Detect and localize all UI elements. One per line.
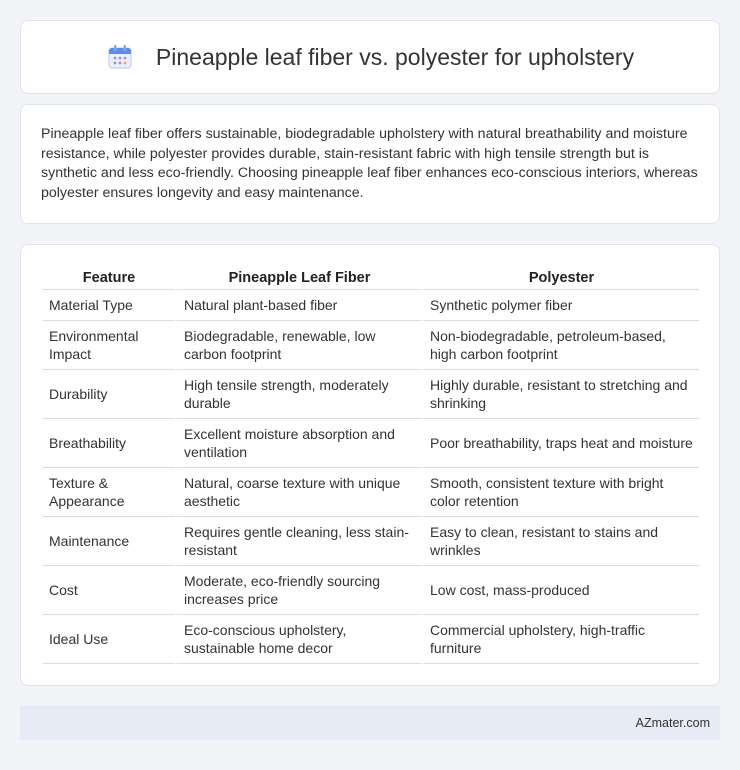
comparison-table: [43, 265, 699, 664]
polyester-cell: Easy to clean, resistant to stains and wrinkles: [421, 517, 699, 566]
table-row: [43, 290, 699, 321]
polyester-cell: Poor breathability, traps heat and moisture: [421, 419, 699, 468]
comparison-card: [20, 244, 720, 686]
pineapple-cell: Natural plant-based fiber: [175, 290, 421, 321]
title-card: [20, 20, 720, 94]
intro-paragraph: Pineapple leaf fiber offers sustainable, biodegradable upholstery with natural breathability and moisture resistance, while polyester provides durable, stain-resistant fabric with high tensile strength but is synthetic and less eco-friendly. Choosing pineapple leaf fiber enhances eco-conscious interiors, whereas polyester ensures longevity and easy maintenance.: [41, 126, 698, 201]
table-row: [43, 370, 699, 419]
footer: [20, 706, 720, 740]
table-row: [43, 566, 699, 615]
feature-cell: Breathability: [43, 419, 175, 468]
table-row: [43, 517, 699, 566]
pineapple-cell: Biodegradable, renewable, low carbon footprint: [175, 321, 421, 370]
feature-cell: Durability: [43, 370, 175, 419]
pineapple-cell: Natural, coarse texture with unique aesthetic: [175, 468, 421, 517]
feature-cell: Cost: [43, 566, 175, 615]
polyester-cell: Synthetic polymer fiber: [421, 290, 699, 321]
header-feature: Feature: [43, 265, 175, 290]
table-row: [43, 419, 699, 468]
footer-brand[interactable]: AZmater.com: [635, 716, 710, 730]
pineapple-cell: Moderate, eco-friendly sourcing increases price: [175, 566, 421, 615]
table-header-row: [43, 265, 699, 290]
intro-card: [20, 104, 720, 224]
calendar-icon: [106, 43, 134, 71]
feature-cell: Maintenance: [43, 517, 175, 566]
table-row: [43, 615, 699, 664]
feature-cell: Material Type: [43, 290, 175, 321]
table-row: [43, 468, 699, 517]
header-pineapple-leaf-fiber: Pineapple Leaf Fiber: [175, 265, 421, 290]
page-title: Pineapple leaf fiber vs. polyester for upholstery: [155, 43, 635, 70]
polyester-cell: Low cost, mass-produced: [421, 566, 699, 615]
polyester-cell: Non-biodegradable, petroleum-based, high carbon footprint: [421, 321, 699, 370]
pineapple-cell: Eco-conscious upholstery, sustainable home decor: [175, 615, 421, 664]
pineapple-cell: Excellent moisture absorption and ventilation: [175, 419, 421, 468]
feature-cell: Ideal Use: [43, 615, 175, 664]
feature-cell: Environmental Impact: [43, 321, 175, 370]
polyester-cell: Highly durable, resistant to stretching and shrinking: [421, 370, 699, 419]
table-row: [43, 321, 699, 370]
polyester-cell: Commercial upholstery, high-traffic furniture: [421, 615, 699, 664]
header-polyester: Polyester: [421, 265, 699, 290]
pineapple-cell: High tensile strength, moderately durable: [175, 370, 421, 419]
pineapple-cell: Requires gentle cleaning, less stain-resistant: [175, 517, 421, 566]
polyester-cell: Smooth, consistent texture with bright color retention: [421, 468, 699, 517]
feature-cell: Texture & Appearance: [43, 468, 175, 517]
